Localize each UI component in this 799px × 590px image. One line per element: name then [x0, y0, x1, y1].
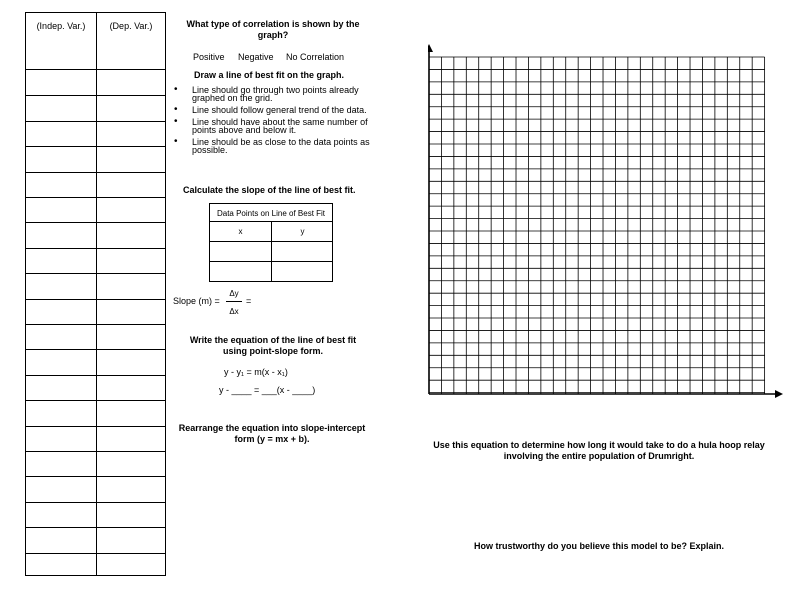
- col-y-header: y: [300, 227, 305, 236]
- fraction-bar: [226, 301, 242, 302]
- data-table: [25, 12, 166, 576]
- table-row-line: [26, 349, 165, 350]
- note-item: • Line should go through two points already graphed on the grid.: [174, 86, 374, 102]
- point-slope-heading: Write the equation of the line of best fit using point-slope form.: [189, 335, 357, 356]
- dep-var-header: (Dep. Var.): [109, 21, 153, 31]
- table-row-line: [26, 451, 165, 452]
- slope-equals: =: [246, 296, 252, 306]
- table-row-line: [26, 299, 165, 300]
- table-row-line: [26, 527, 165, 528]
- slope-formula-label: Slope (m) =: [173, 296, 220, 306]
- grid-lines: [429, 57, 765, 394]
- table-row-line: [26, 553, 165, 554]
- table-row-line: [26, 146, 165, 147]
- coordinate-grid[interactable]: [428, 44, 784, 400]
- slope-numerator: Δy: [229, 289, 239, 298]
- best-fit-notes: [174, 86, 374, 158]
- slope-intercept-heading: Rearrange the equation into slope-intercept form (y = mx + b).: [178, 423, 366, 444]
- data-points-table: [209, 203, 333, 282]
- table-row-line: [26, 324, 165, 325]
- x-axis-arrow-icon: [775, 390, 783, 398]
- table-row-line: [26, 400, 165, 401]
- table-row-line: [26, 426, 165, 427]
- point-slope-blanks: y - ____ = ___(x - ____): [219, 385, 316, 395]
- col-x-header: x: [238, 227, 243, 236]
- hula-hoop-question: Use this equation to determine how long it would take to do a hula hoop relay involving the entire population of Drumright.: [433, 440, 765, 461]
- table-row-line: [26, 375, 165, 376]
- trustworthiness-question: How trustworthy do you believe this model to be? Explain.: [473, 541, 725, 551]
- note-item: • Line should be as close to the data points as possible.: [174, 138, 374, 154]
- table-row-line: [26, 248, 165, 249]
- table-row-line: [26, 172, 165, 173]
- table-row-line: [26, 95, 165, 96]
- note-item: • Line should have about the same number of points above and below it.: [174, 118, 374, 134]
- table-row-line: [26, 476, 165, 477]
- note-item: • Line should follow general trend of the data.: [174, 106, 374, 114]
- data-table-divider: [96, 13, 97, 575]
- option-positive: Positive: [193, 52, 225, 62]
- slope-heading: Calculate the slope of the line of best fit.: [183, 185, 356, 195]
- slope-denominator: Δx: [229, 307, 239, 316]
- table-row-line: [26, 197, 165, 198]
- data-points-caption: Data Points on Line of Best Fit: [216, 209, 326, 218]
- table-row-line: [26, 121, 165, 122]
- indep-var-header: (Indep. Var.): [36, 21, 86, 31]
- best-fit-heading: Draw a line of best fit on the graph.: [194, 70, 345, 80]
- correlation-question: What type of correlation is shown by the graph?: [186, 19, 360, 40]
- point-slope-formula: y - y₁ = m(x - x₁): [224, 367, 288, 377]
- y-axis-arrow-icon: [428, 44, 433, 52]
- option-no-correlation: No Correlation: [286, 52, 345, 62]
- option-negative: Negative: [238, 52, 274, 62]
- table-row-line: [26, 273, 165, 274]
- table-row-line: [26, 502, 165, 503]
- table-row-line: [26, 222, 165, 223]
